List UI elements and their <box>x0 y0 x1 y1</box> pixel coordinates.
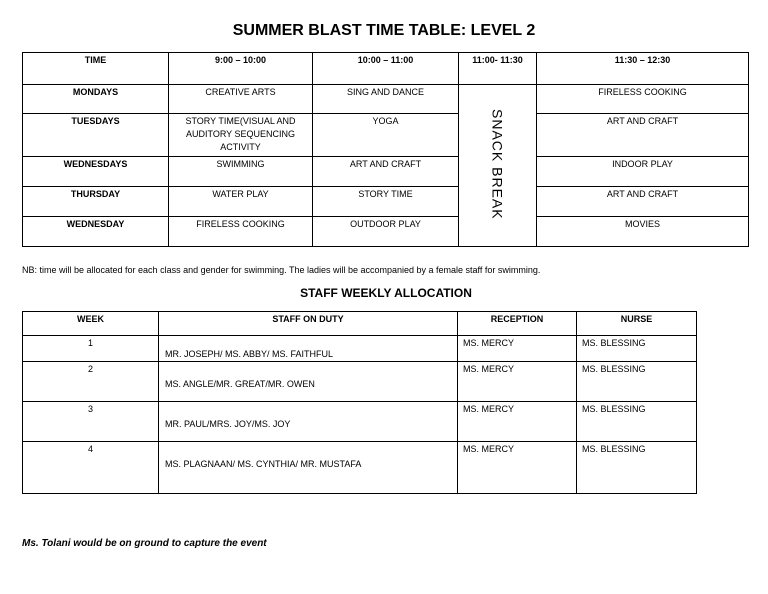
staff-cell: MS. ANGLE/MR. GREAT/MR. OWEN <box>159 362 458 402</box>
day-cell: MONDAYS <box>23 85 169 114</box>
activity-cell: OUTDOOR PLAY <box>313 217 459 247</box>
table-row <box>23 217 749 247</box>
header-slot-1: 9:00 – 10:00 <box>169 53 313 85</box>
header-staff: STAFF ON DUTY <box>159 312 458 336</box>
table-row <box>23 336 697 362</box>
activity-cell: INDOOR PLAY <box>537 157 749 187</box>
activity-cell: WATER PLAY <box>169 187 313 217</box>
page-title: SUMMER BLAST TIME TABLE: LEVEL 2 <box>232 22 536 39</box>
snack-break-cell <box>459 85 537 247</box>
activity-cell: YOGA <box>313 114 459 157</box>
activity-cell: STORY TIME(VISUAL AND AUDITORY SEQUENCING ACTIVITY <box>169 114 313 157</box>
staff-table <box>22 311 697 494</box>
activity-cell: SING AND DANCE <box>313 85 459 114</box>
table-row <box>23 442 697 494</box>
activity-cell: MOVIES <box>537 217 749 247</box>
header-week: WEEK <box>23 312 159 336</box>
table-row <box>23 402 697 442</box>
table-row <box>23 157 749 187</box>
activity-cell: ART AND CRAFT <box>313 157 459 187</box>
week-cell: 1 <box>23 336 159 362</box>
table-row <box>23 114 749 157</box>
nurse-cell: MS. BLESSING <box>577 402 697 442</box>
nurse-cell: MS. BLESSING <box>577 336 697 362</box>
activity-cell: FIRELESS COOKING <box>169 217 313 247</box>
footer-note: Ms. Tolani would be on ground to capture the event <box>22 538 267 549</box>
staff-cell: MS. PLAGNAAN/ MS. CYNTHIA/ MR. MUSTAFA <box>159 442 458 494</box>
header-slot-2: 10:00 – 11:00 <box>313 53 459 85</box>
activity-cell: FIRELESS COOKING <box>537 85 749 114</box>
header-time: TIME <box>23 53 169 85</box>
reception-cell: MS. MERCY <box>458 362 577 402</box>
week-cell: 3 <box>23 402 159 442</box>
day-cell: WEDNESDAYS <box>23 157 169 187</box>
table-row <box>23 85 749 114</box>
header-slot-3: 11:00- 11:30 <box>459 53 537 85</box>
staff-cell: MR. PAUL/MRS. JOY/MS. JOY <box>159 402 458 442</box>
header-nurse: NURSE <box>577 312 697 336</box>
staff-section-title: STAFF WEEKLY ALLOCATION <box>300 286 472 300</box>
timetable <box>22 52 749 247</box>
table-row <box>23 187 749 217</box>
nurse-cell: MS. BLESSING <box>577 362 697 402</box>
day-cell: THURSDAY <box>23 187 169 217</box>
staff-cell: MR. JOSEPH/ MS. ABBY/ MS. FAITHFUL <box>159 336 458 362</box>
week-cell: 4 <box>23 442 159 494</box>
activity-cell: SWIMMING <box>169 157 313 187</box>
swimming-note: NB: time will be allocated for each class and gender for swimming. The ladies will be accompanied by a female staff for swimming. <box>22 265 541 275</box>
reception-cell: MS. MERCY <box>458 442 577 494</box>
reception-cell: MS. MERCY <box>458 402 577 442</box>
activity-cell: STORY TIME <box>313 187 459 217</box>
header-slot-4: 11:30 – 12:30 <box>537 53 749 85</box>
nurse-cell: MS. BLESSING <box>577 442 697 494</box>
day-cell: WEDNESDAY <box>23 217 169 247</box>
table-row <box>23 362 697 402</box>
activity-cell: ART AND CRAFT <box>537 187 749 217</box>
day-cell: TUESDAYS <box>23 114 169 157</box>
activity-cell: CREATIVE ARTS <box>169 85 313 114</box>
header-reception: RECEPTION <box>458 312 577 336</box>
snack-break-label: SNACK BREAK <box>489 109 506 220</box>
activity-cell: ART AND CRAFT <box>537 114 749 157</box>
week-cell: 2 <box>23 362 159 402</box>
reception-cell: MS. MERCY <box>458 336 577 362</box>
